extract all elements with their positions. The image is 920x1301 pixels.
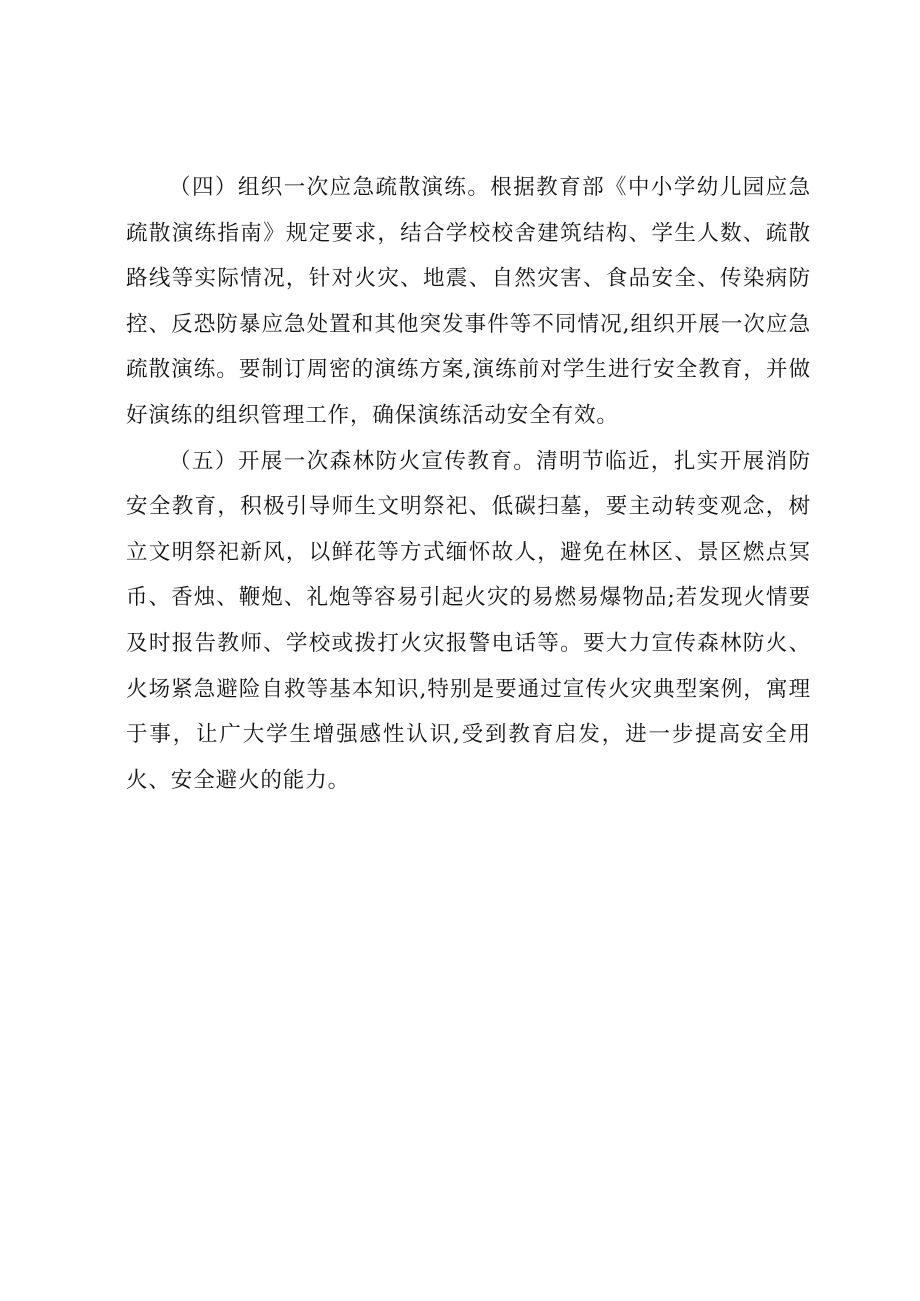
paragraph-evacuation-drill: （四）组织一次应急疏散演练。根据教育部《中小学幼儿园应急疏散演练指南》规定要求，结合学校校舍建筑结构、学生人数、疏散路线等实际情况，针对火灾、地震、自然灾害、食品安全、传染病防控、反恐防暴应急处置和其他突发事件等不同情况,组织开展一次应急疏散演练。要制订周密的演练方案,演练前对学生进行安全教育，并做好演练的组织管理工作，确保演练活动安全有效。	[126, 175, 811, 428]
document-body	[126, 165, 811, 803]
paragraph-forest-fire-education: （五）开展一次森林防火宣传教育。清明节临近，扎实开展消防安全教育，积极引导师生文明祭祀、低碳扫墓，要主动转变观念，树立文明祭祀新风，以鲜花等方式缅怀故人，避免在林区、景区燃点冥币、香烛、鞭炮、礼炮等容易引起火灾的易燃易爆物品;若发现火情要及时报告教师、学校或拨打火灾报警电话等。要大力宣传森林防火、火场紧急避险自救等基本知识,特别是要通过宣传火灾典型案例，寓理于事，让广大学生增强感性认识,受到教育启发，进一步提高安全用火、安全避火的能力。	[126, 448, 811, 793]
